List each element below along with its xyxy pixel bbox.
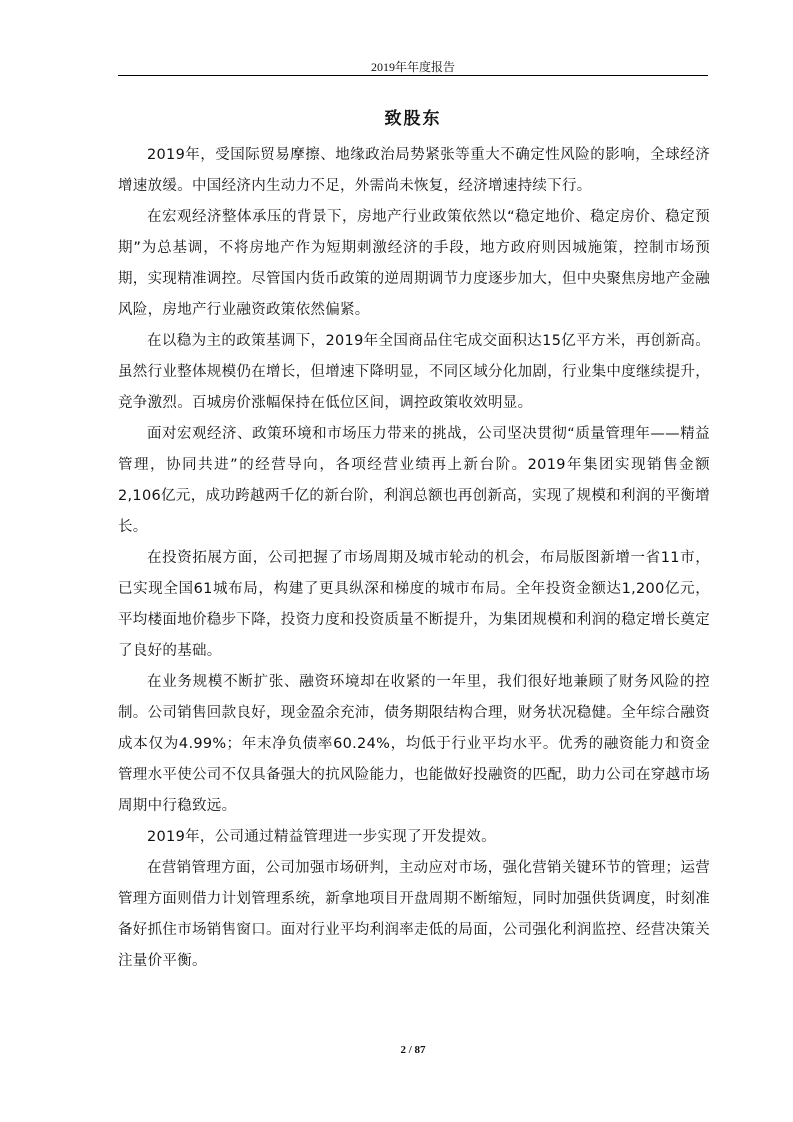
letter-title: 致股东 — [384, 109, 442, 129]
header-rule — [118, 75, 708, 76]
page-header: 2019年年度报告 — [370, 60, 455, 74]
paragraph: 在以稳为主的政策基调下，2019年全国商品住宅成交面积达15亿平方米，再创新高。虽然行业整体规模仍在增长，但增速下降明显，不同区域分化加剧，行业集中度继续提升，竞争激烈。百城房价涨幅保持在低位区间，调控政策收效明显。 — [118, 333, 710, 411]
page-number: 2 / 87 — [400, 1044, 426, 1056]
paragraph: 在营销管理方面，公司加强市场研判，主动应对市场，强化营销关键环节的管理；运营管理方面则借力计划管理系统，新拿地项目开盘周期不断缩短，同时加强供货调度，时刻准备好抓住市场销售窗口。面对行业平均利润率走低的局面，公司强化利润监控、经营决策关注量价平衡。 — [118, 860, 710, 969]
paragraph: 面对宏观经济、政策环境和市场压力带来的挑战，公司坚决贯彻“质量管理年——精益管理，协同共进”的经营导向，各项经营业绩再上新台阶。2019年集团实现销售金额2,106亿元，成功跨越两千亿的新台阶，利润总额也再创新高，实现了规模和利润的平衡增长。 — [118, 426, 710, 535]
letter-body — [118, 140, 710, 977]
paragraph: 在投资拓展方面，公司把握了市场周期及城市轮动的机会，布局版图新增一省11市，已实现全国61城布局，构建了更具纵深和梯度的城市布局。全年投资金额达1,200亿元，平均楼面地价稳步下降，投资力度和投资质量不断提升，为集团规模和利润的稳定增长奠定了良好的基础。 — [118, 550, 710, 659]
paragraph: 2019年，公司通过精益管理进一步实现了开发提效。 — [147, 829, 496, 845]
paragraph: 在业务规模不断扩张、融资环境却在收紧的一年里，我们很好地兼顾了财务风险的控制。公司销售回款良好，现金盈余充沛，债务期限结构合理，财务状况稳健。全年综合融资成本仅为4.99%；年末净负债率60.24%，均低于行业平均水平。优秀的融资能力和资金管理水平使公司不仅具备强大的抗风险能力，也能做好投融资的匹配，助力公司在穿越市场周期中行稳致远。 — [118, 674, 710, 814]
paragraph: 在宏观经济整体承压的背景下，房地产行业政策依然以“稳定地价、稳定房价、稳定预期”为总基调，不将房地产作为短期刺激经济的手段，地方政府则因城施策，控制市场预期，实现精准调控。尽管国内货币政策的逆周期调节力度逐步加大，但中央聚焦房地产金融风险，房地产行业融资政策依然偏紧。 — [118, 209, 710, 318]
paragraph: 2019年，受国际贸易摩擦、地缘政治局势紧张等重大不确定性风险的影响，全球经济增速放缓。中国经济内生动力不足，外需尚未恢复，经济增速持续下行。 — [118, 147, 710, 194]
